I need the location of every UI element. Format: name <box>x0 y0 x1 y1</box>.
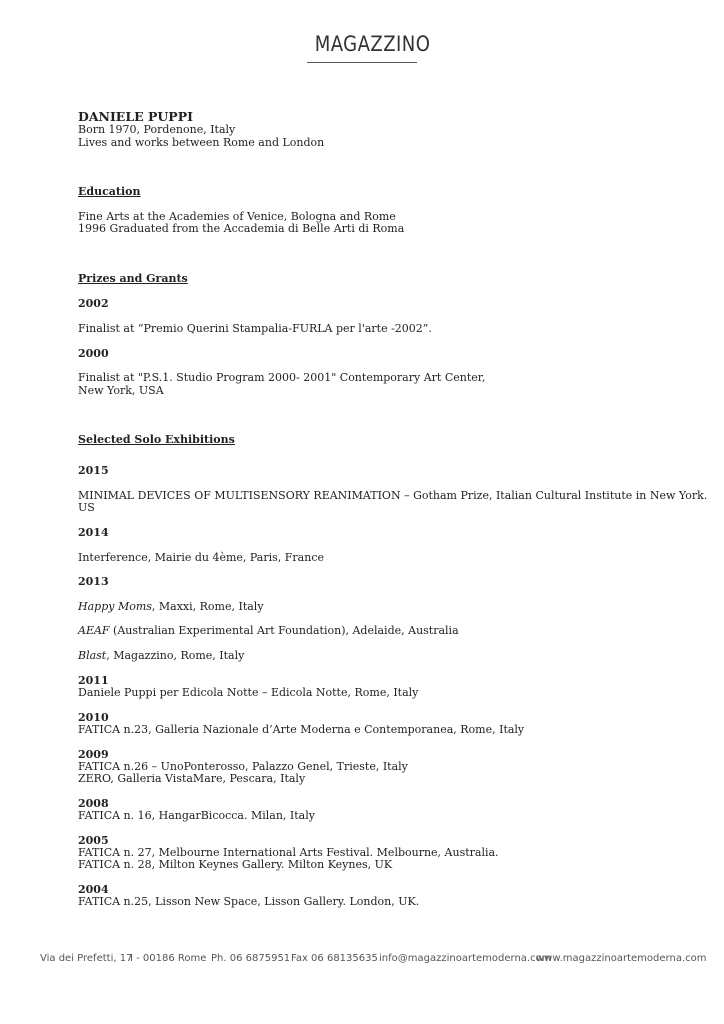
exhibition-year: 2005 <box>78 834 109 847</box>
footer-email[interactable]: info@magazzinoartemoderna.com <box>379 953 552 964</box>
education-heading: Education <box>78 185 141 198</box>
exhibition-entry: FATICA n.25, Lisson New Space, Lisson Gallery. London, UK. <box>78 895 420 908</box>
prize-text-cont: New York, USA <box>78 384 164 397</box>
footer-website[interactable]: www.magazzinoartemoderna.com <box>536 953 707 964</box>
exhibition-year: 2009 <box>78 748 109 761</box>
logo-text: MAGAZZINO <box>314 32 431 56</box>
exhibition-venue: (Australian Experimental Art Foundation), Adelaide, Australia <box>109 624 459 637</box>
exhibition-entry: FATICA n. 28, Milton Keynes Gallery. Milton Keynes, UK <box>78 858 393 871</box>
exhibition-year: 2015 <box>78 464 109 477</box>
exhibition-title: Blast <box>78 649 107 662</box>
exhibition-entry: Interference, Mairie du 4ème, Paris, France <box>78 551 324 564</box>
exhibition-year: 2011 <box>78 674 109 687</box>
exhibition-year: 2008 <box>78 797 109 810</box>
exhibition-entry: Daniele Puppi per Edicola Notte – Edicola Notte, Rome, Italy <box>78 686 419 699</box>
exhibition-entry: MINIMAL DEVICES OF MULTISENSORY REANIMATION – Gotham Prize, Italian Cultural Institute in New York. <box>78 489 708 502</box>
exhibition-entry <box>78 624 459 637</box>
exhibition-title: Happy Moms <box>78 600 152 613</box>
exhibition-venue: , Magazzino, Rome, Italy <box>106 649 245 662</box>
exhibition-entry: FATICA n.23, Galleria Nazionale d’Arte Moderna e Contemporanea, Rome, Italy <box>78 723 525 736</box>
footer-fax: Fax 06 68135635 <box>291 953 378 964</box>
prize-text: Finalist at "P.S.1. Studio Program 2000- 2001" Contemporary Art Center, <box>78 371 486 384</box>
exhibition-entry <box>78 600 264 613</box>
exhibition-entry <box>78 649 244 662</box>
exhibition-year: 2014 <box>78 526 109 539</box>
exhibition-entry: ZERO, Galleria VistaMare, Pescara, Italy <box>78 772 306 785</box>
education-line: 1996 Graduated from the Accademia di Belle Arti di Roma <box>78 222 405 235</box>
exhibition-entry: FATICA n.26 – UnoPonterosso, Palazzo Genel, Trieste, Italy <box>78 760 408 773</box>
prize-text: Finalist at “Premio Querini Stampalia-FURLA per l'arte -2002”. <box>78 322 432 335</box>
education-line: Fine Arts at the Academies of Venice, Bologna and Rome <box>78 210 396 223</box>
footer-zip: I - 00186 Rome <box>130 953 207 964</box>
exhibition-year: 2010 <box>78 711 109 724</box>
prize-year: 2002 <box>78 297 109 310</box>
exhibition-entry: FATICA n. 27, Melbourne International Arts Festival. Melbourne, Australia. <box>78 846 499 859</box>
artist-name: DANIELE PUPPI <box>78 109 193 124</box>
prizes-heading: Prizes and Grants <box>78 272 188 285</box>
logo-underline <box>307 62 417 63</box>
exhibition-entry: FATICA n. 16, HangarBicocca. Milan, Italy <box>78 809 315 822</box>
exhibition-entry-cont: US <box>78 501 95 514</box>
solo-heading: Selected Solo Exhibitions <box>78 433 235 446</box>
exhibition-venue: , Maxxi, Rome, Italy <box>151 600 264 613</box>
footer-phone: Ph. 06 6875951 <box>211 953 291 964</box>
artist-born: Born 1970, Pordenone, Italy <box>78 123 236 136</box>
footer-address: Via dei Prefetti, 17 <box>40 953 133 964</box>
exhibition-year: 2013 <box>78 575 109 588</box>
artist-lives: Lives and works between Rome and London <box>78 136 325 149</box>
exhibition-title: AEAF <box>78 624 110 637</box>
logo <box>307 32 431 63</box>
prize-year: 2000 <box>78 347 109 360</box>
exhibition-year: 2004 <box>78 883 109 896</box>
